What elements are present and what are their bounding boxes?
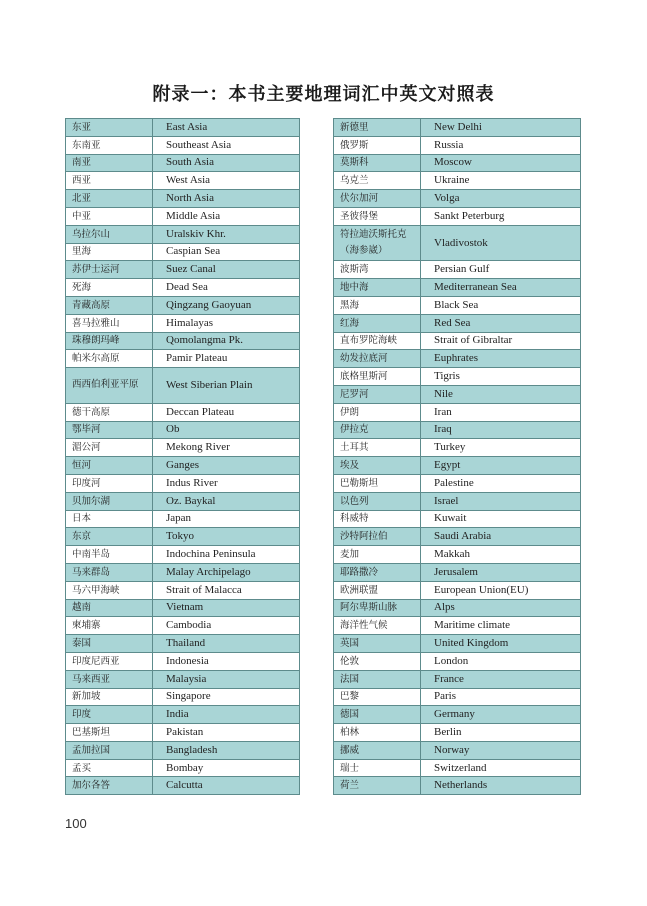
table-row (334, 724, 581, 742)
chinese-term: 柬埔寨 (66, 617, 153, 635)
english-term: Israel (421, 492, 581, 510)
english-term: Malaysia (153, 670, 300, 688)
english-term: Vladivostok (421, 225, 581, 261)
english-term: Japan (153, 510, 300, 528)
chinese-term: 中亚 (66, 207, 153, 225)
chinese-term: 波斯湾 (334, 261, 421, 279)
chinese-term: 俄罗斯 (334, 136, 421, 154)
chinese-term: 北亚 (66, 190, 153, 208)
table-row (334, 492, 581, 510)
chinese-term: 伊拉克 (334, 421, 421, 439)
english-term: Mediterranean Sea (421, 279, 581, 297)
table-row (66, 261, 300, 279)
chinese-term: 莫斯科 (334, 154, 421, 172)
english-term: Switzerland (421, 759, 581, 777)
table-row (66, 190, 300, 208)
chinese-term: 贝加尔湖 (66, 492, 153, 510)
chinese-term: 瑞士 (334, 759, 421, 777)
english-term: Sankt Peterburg (421, 207, 581, 225)
chinese-term: 湄公河 (66, 439, 153, 457)
chinese-term: 伏尔加河 (334, 190, 421, 208)
english-term: West Siberian Plain (153, 368, 300, 404)
table-row (334, 457, 581, 475)
table-row (334, 350, 581, 368)
english-term: Mekong River (153, 439, 300, 457)
english-term: Tokyo (153, 528, 300, 546)
english-term: Egypt (421, 457, 581, 475)
chinese-term: 伦敦 (334, 652, 421, 670)
english-term: Makkah (421, 546, 581, 564)
chinese-term: 荷兰 (334, 777, 421, 795)
english-term: Iran (421, 403, 581, 421)
table-row (66, 296, 300, 314)
chinese-term: 幼发拉底河 (334, 350, 421, 368)
table-row (334, 225, 581, 261)
table-row (66, 457, 300, 475)
english-term: Bombay (153, 759, 300, 777)
english-term: France (421, 670, 581, 688)
chinese-term: 加尔各答 (66, 777, 153, 795)
table-row (66, 172, 300, 190)
table-row (334, 119, 581, 137)
english-term: New Delhi (421, 119, 581, 137)
english-term: Persian Gulf (421, 261, 581, 279)
english-term: Vietnam (153, 599, 300, 617)
chinese-term: 孟加拉国 (66, 741, 153, 759)
table-row (334, 599, 581, 617)
english-term: Moscow (421, 154, 581, 172)
english-term: Oz. Baykal (153, 492, 300, 510)
chinese-term: 土耳其 (334, 439, 421, 457)
table-row (66, 688, 300, 706)
table-row (334, 617, 581, 635)
chinese-term: 乌克兰 (334, 172, 421, 190)
chinese-term: 苏伊士运河 (66, 261, 153, 279)
chinese-term: 恒河 (66, 457, 153, 475)
chinese-term: 德干高原 (66, 403, 153, 421)
table-row (334, 581, 581, 599)
chinese-term: 日本 (66, 510, 153, 528)
chinese-term: 沙特阿拉伯 (334, 528, 421, 546)
table-row (66, 439, 300, 457)
english-term: India (153, 706, 300, 724)
english-term: Maritime climate (421, 617, 581, 635)
table-row (66, 635, 300, 653)
chinese-term: 圣彼得堡 (334, 207, 421, 225)
table-row (66, 136, 300, 154)
table-row (334, 261, 581, 279)
table-row (66, 528, 300, 546)
english-term: European Union(EU) (421, 581, 581, 599)
english-term: Iraq (421, 421, 581, 439)
english-term: Alps (421, 599, 581, 617)
table-row (66, 617, 300, 635)
english-term: Uralskiv Khr. (153, 225, 300, 243)
chinese-term: 死海 (66, 279, 153, 297)
english-term: Pamir Plateau (153, 350, 300, 368)
table-row (66, 368, 300, 404)
table-row (334, 207, 581, 225)
chinese-term: 乌拉尔山 (66, 225, 153, 243)
chinese-term: 孟买 (66, 759, 153, 777)
table-row (66, 510, 300, 528)
chinese-term: 耶路撒冷 (334, 563, 421, 581)
table-row (66, 777, 300, 795)
table-row (334, 136, 581, 154)
chinese-term: 南亚 (66, 154, 153, 172)
chinese-term: 马来群岛 (66, 563, 153, 581)
english-term: Jerusalem (421, 563, 581, 581)
table-row (334, 421, 581, 439)
chinese-term: 西西伯利亚平原 (66, 368, 153, 404)
table-row (66, 279, 300, 297)
english-term: United Kingdom (421, 635, 581, 653)
table-row (334, 741, 581, 759)
english-term: Deccan Plateau (153, 403, 300, 421)
table-row (66, 474, 300, 492)
english-term: Ganges (153, 457, 300, 475)
table-row (66, 759, 300, 777)
english-term: Paris (421, 688, 581, 706)
glossary-table-right (333, 118, 581, 795)
english-term: Black Sea (421, 296, 581, 314)
english-term: West Asia (153, 172, 300, 190)
english-term: Dead Sea (153, 279, 300, 297)
table-row (66, 670, 300, 688)
chinese-term: 埃及 (334, 457, 421, 475)
table-row (66, 652, 300, 670)
chinese-term: 底格里斯河 (334, 368, 421, 386)
english-term: Volga (421, 190, 581, 208)
english-term: Netherlands (421, 777, 581, 795)
chinese-term: 青藏高原 (66, 296, 153, 314)
english-term: Suez Canal (153, 261, 300, 279)
chinese-term: 越南 (66, 599, 153, 617)
english-term: Germany (421, 706, 581, 724)
chinese-term: 马来西亚 (66, 670, 153, 688)
english-term: Berlin (421, 724, 581, 742)
table-row (66, 154, 300, 172)
chinese-term: 海洋性气候 (334, 617, 421, 635)
table-row (66, 492, 300, 510)
table-row (334, 688, 581, 706)
table-row (334, 403, 581, 421)
english-term: Russia (421, 136, 581, 154)
english-term: London (421, 652, 581, 670)
table-row (66, 403, 300, 421)
chinese-term: 阿尔卑斯山脉 (334, 599, 421, 617)
english-term: Turkey (421, 439, 581, 457)
table-row (66, 546, 300, 564)
table-row (66, 581, 300, 599)
table-row (334, 777, 581, 795)
chinese-term: 以色列 (334, 492, 421, 510)
english-term: Himalayas (153, 314, 300, 332)
chinese-term: 挪威 (334, 741, 421, 759)
english-term: Strait of Gibraltar (421, 332, 581, 350)
chinese-term: 喜马拉雅山 (66, 314, 153, 332)
chinese-term: 符拉迪沃斯托克（海参崴） (334, 225, 421, 261)
english-term: Red Sea (421, 314, 581, 332)
english-term: Qingzang Gaoyuan (153, 296, 300, 314)
chinese-term: 麦加 (334, 546, 421, 564)
table-row (66, 599, 300, 617)
table-row (334, 474, 581, 492)
page-title: 附录一：本书主要地理词汇中英文对照表 (152, 84, 495, 105)
english-term: Middle Asia (153, 207, 300, 225)
english-term: Tigris (421, 368, 581, 386)
table-row (334, 706, 581, 724)
table-row (66, 706, 300, 724)
chinese-term: 东亚 (66, 119, 153, 137)
chinese-term: 红海 (334, 314, 421, 332)
english-term: Singapore (153, 688, 300, 706)
english-term: Euphrates (421, 350, 581, 368)
table-row (66, 225, 300, 243)
chinese-term: 巴勒斯坦 (334, 474, 421, 492)
english-term: Saudi Arabia (421, 528, 581, 546)
table-row (334, 190, 581, 208)
table-row (66, 119, 300, 137)
table-row (334, 510, 581, 528)
english-term: Qomolangma Pk. (153, 332, 300, 350)
english-term: East Asia (153, 119, 300, 137)
chinese-term: 帕米尔高原 (66, 350, 153, 368)
table-row (334, 652, 581, 670)
english-term: Kuwait (421, 510, 581, 528)
chinese-term: 东京 (66, 528, 153, 546)
chinese-term: 印度尼西亚 (66, 652, 153, 670)
chinese-term: 科威特 (334, 510, 421, 528)
chinese-term: 西亚 (66, 172, 153, 190)
chinese-term: 珠穆朗玛峰 (66, 332, 153, 350)
english-term: Southeast Asia (153, 136, 300, 154)
table-row (334, 546, 581, 564)
chinese-term: 巴黎 (334, 688, 421, 706)
english-term: Nile (421, 385, 581, 403)
table-row (334, 759, 581, 777)
table-row (334, 635, 581, 653)
page-number: 100 (65, 816, 87, 831)
chinese-term: 柏林 (334, 724, 421, 742)
english-term: Norway (421, 741, 581, 759)
table-row (66, 350, 300, 368)
english-term: South Asia (153, 154, 300, 172)
chinese-term: 新德里 (334, 119, 421, 137)
english-term: Indochina Peninsula (153, 546, 300, 564)
chinese-term: 欧洲联盟 (334, 581, 421, 599)
table-row (66, 741, 300, 759)
chinese-term: 地中海 (334, 279, 421, 297)
table-row (66, 243, 300, 261)
table-row (66, 724, 300, 742)
chinese-term: 印度河 (66, 474, 153, 492)
english-term: Strait of Malacca (153, 581, 300, 599)
table-row (66, 421, 300, 439)
table-row (334, 332, 581, 350)
english-term: Thailand (153, 635, 300, 653)
chinese-term: 尼罗河 (334, 385, 421, 403)
table-row (66, 314, 300, 332)
chinese-term: 巴基斯坦 (66, 724, 153, 742)
table-row (334, 172, 581, 190)
chinese-term: 新加坡 (66, 688, 153, 706)
chinese-term: 黑海 (334, 296, 421, 314)
english-term: Indus River (153, 474, 300, 492)
table-row (334, 528, 581, 546)
english-term: Palestine (421, 474, 581, 492)
table-row (66, 563, 300, 581)
table-row (334, 154, 581, 172)
english-term: Indonesia (153, 652, 300, 670)
chinese-term: 中南半岛 (66, 546, 153, 564)
chinese-term: 法国 (334, 670, 421, 688)
table-row (66, 332, 300, 350)
chinese-term: 马六甲海峡 (66, 581, 153, 599)
english-term: Ukraine (421, 172, 581, 190)
table-row (334, 439, 581, 457)
chinese-term: 直布罗陀海峡 (334, 332, 421, 350)
table-row (334, 670, 581, 688)
chinese-term: 英国 (334, 635, 421, 653)
chinese-term: 鄂毕河 (66, 421, 153, 439)
table-row (334, 368, 581, 386)
english-term: Caspian Sea (153, 243, 300, 261)
glossary-table-left (65, 118, 300, 795)
chinese-term: 伊朗 (334, 403, 421, 421)
english-term: Cambodia (153, 617, 300, 635)
chinese-term: 印度 (66, 706, 153, 724)
table-row (334, 563, 581, 581)
english-term: North Asia (153, 190, 300, 208)
english-term: Ob (153, 421, 300, 439)
chinese-term: 泰国 (66, 635, 153, 653)
chinese-term: 东南亚 (66, 136, 153, 154)
table-row (334, 385, 581, 403)
english-term: Calcutta (153, 777, 300, 795)
table-row (66, 207, 300, 225)
table-row (334, 279, 581, 297)
table-row (334, 296, 581, 314)
english-term: Malay Archipelago (153, 563, 300, 581)
chinese-term: 里海 (66, 243, 153, 261)
english-term: Pakistan (153, 724, 300, 742)
chinese-term: 德国 (334, 706, 421, 724)
table-row (334, 314, 581, 332)
english-term: Bangladesh (153, 741, 300, 759)
